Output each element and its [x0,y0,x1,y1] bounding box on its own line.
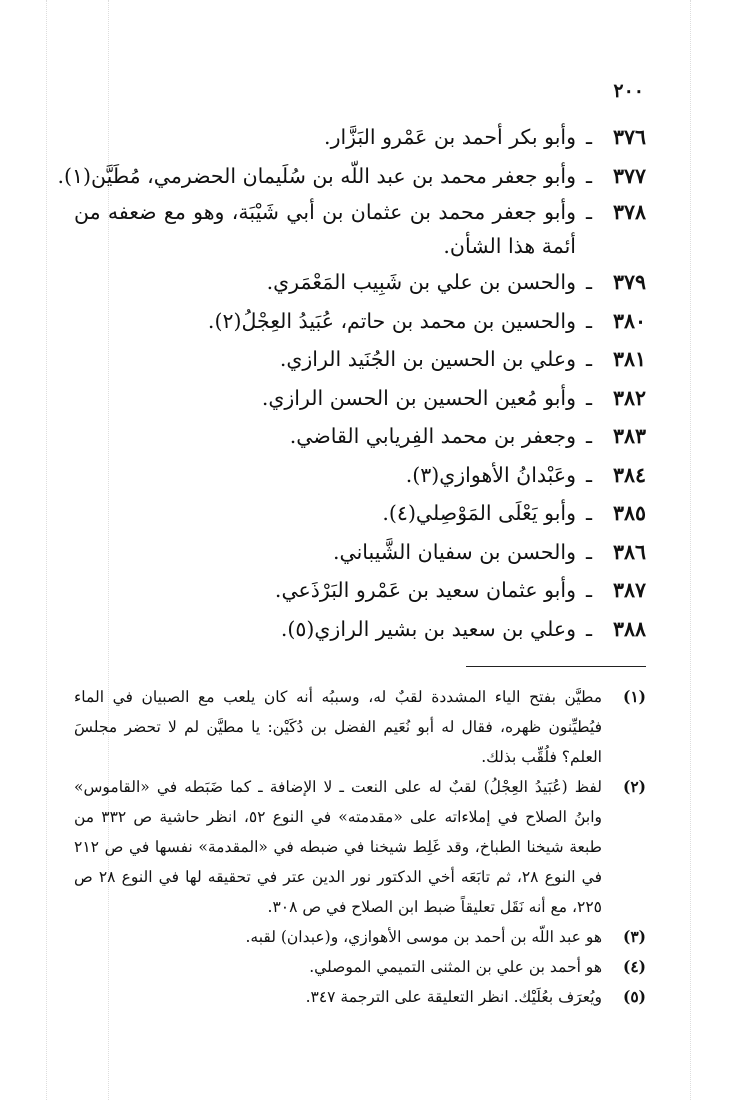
footnote-text: هو أحمد بن علي بن المثنى التميمي الموصلي. [309,958,602,976]
entry-text: وعَبْدانُ الأهوازي(٣). [405,462,576,487]
entry-number: ٣٧٨ [612,200,646,224]
entry-dash: ـ [585,308,592,333]
entry [74,456,646,495]
entry-text: والحسن بن علي بن شَبِيب المَعْمَري. [266,270,576,294]
entry [74,417,646,456]
footnote-number: (٣) [622,927,646,946]
entry [74,263,646,302]
entry [74,379,646,418]
footnote-text: هو عبد اللّه بن أحمد بن موسى الأهوازي، و(عبدان) لقبه. [245,928,602,946]
footnote-text: لفظ (عُبَيدُ العِجْلُ) لقبٌ له على النعت ـ لا الإضافة ـ كما ضَبَطه في «القاموس» وابنُ الصلاح في إملاءاته على «مقدمته» في النوع ٥٢، انظر حاشية ص ٣٣٢ من طبعة شيخنا الطباخ، وقد غَلِط شيخنا في ضبطه في «المقدمة» نفسها في ص ٢١٢ في النوع ٢٨، ثم تابَعَه أخي الدكتور نور الدين عتر في تحقيقه لها في النوع ٢٨ ص ٢٢٥، مع أنه نَقَل تعليقاً ضبط ابن الصلاح في ص ٣٠٨. [74,778,602,916]
entry-text: وأبو جعفر محمد بن عثمان بن أبي شَيْبَة، وهو مع ضعفه من أئمة هذا الشأن. [74,200,576,258]
footnote-number: (١) [622,687,646,706]
footnote-text: ويُعرَف بعُلَيْك. انظر التعليقة على الترجمة ٣٤٧. [305,988,602,1006]
entry [74,340,646,379]
entry-text: وعلي بن سعيد بن بشير الرازي(٥). [280,616,576,641]
footnote-text: مطيَّن بفتح الياء المشددة لقبٌ له، وسببُه أنه كان يلعب مع الصبيان في الماء فيُطيِّنون ظهره، فقال له أبو نُعَيم الفضل بن دُكَيْن: يا مطيَّن لم لا تحضر مجلسَ العلم؟ فلُقِّب بذلك. [74,688,602,766]
entry-number: ٣٨٦ [612,539,646,564]
scan-guide-line [690,0,691,1100]
entry [74,571,646,610]
footnotes [74,682,646,1012]
entry-text: والحسين بن محمد بن حاتم، عُبَيدُ العِجْلُ(٢). [207,308,576,333]
entry-number: ٣٧٦ [612,125,646,149]
entry-dash: ـ [585,125,592,149]
entry-dash: ـ [585,385,592,410]
entry [74,118,646,157]
entry-dash: ـ [585,539,592,564]
footnote [74,952,646,982]
entry-number: ٣٨٨ [612,616,646,641]
entry-number: ٣٨٧ [612,578,646,602]
entry [74,494,646,533]
entry-number: ٣٨١ [612,347,646,371]
footnote-number: (٥) [622,987,646,1006]
entry-text: وأبو عثمان سعيد بن عَمْرو البَرْذَعي. [274,578,576,602]
entry-dash: ـ [585,462,592,487]
entry-number: ٣٧٩ [612,270,646,294]
entry [74,610,646,649]
entry-number: ٣٨٤ [612,462,646,487]
entry-number: ٣٨٥ [612,501,646,525]
entry-dash: ـ [585,501,592,525]
page-number: ٢٠٠ [613,80,644,102]
footnote [74,682,646,772]
biography-list [57,118,646,648]
entry-text: وأبو يَعْلَى المَوْصِلي(٤). [382,501,576,525]
footnote-number: (٢) [622,777,646,796]
entry-dash: ـ [585,578,592,602]
entry-text: وأبو جعفر محمد بن عبد اللّه بن سُلَيمان الحضرمي، مُطَيَّن(١). [57,163,576,188]
footnote [74,772,646,922]
entry-number: ٣٧٧ [612,163,646,188]
entry [74,302,646,341]
entry [57,157,646,196]
entry [74,195,646,263]
entry-number: ٣٨٣ [612,424,646,448]
footnote [74,982,646,1012]
footnote [74,922,646,952]
entry-text: وأبو مُعين الحسين بن الحسن الرازي. [261,385,576,410]
entry-number: ٣٨٢ [612,385,646,410]
scan-guide-line [46,0,47,1100]
footnote-divider [466,666,646,667]
entry-dash: ـ [585,347,592,371]
entry-dash: ـ [585,616,592,641]
footnote-number: (٤) [622,957,646,976]
entry-dash: ـ [585,424,592,448]
entry [74,533,646,572]
entry-text: وأبو بكر أحمد بن عَمْرو البَزَّار. [324,125,576,149]
entry-dash: ـ [585,163,592,188]
entry-number: ٣٨٠ [612,308,646,333]
entry-text: وعلي بن الحسين بن الجُنَيد الرازي. [279,347,576,371]
entry-text: والحسن بن سفيان الشَّيباني. [332,539,576,564]
entry-text: وجعفر بن محمد الفِريابي القاضي. [289,424,576,448]
entry-dash: ـ [585,200,592,224]
entry-dash: ـ [585,270,592,294]
